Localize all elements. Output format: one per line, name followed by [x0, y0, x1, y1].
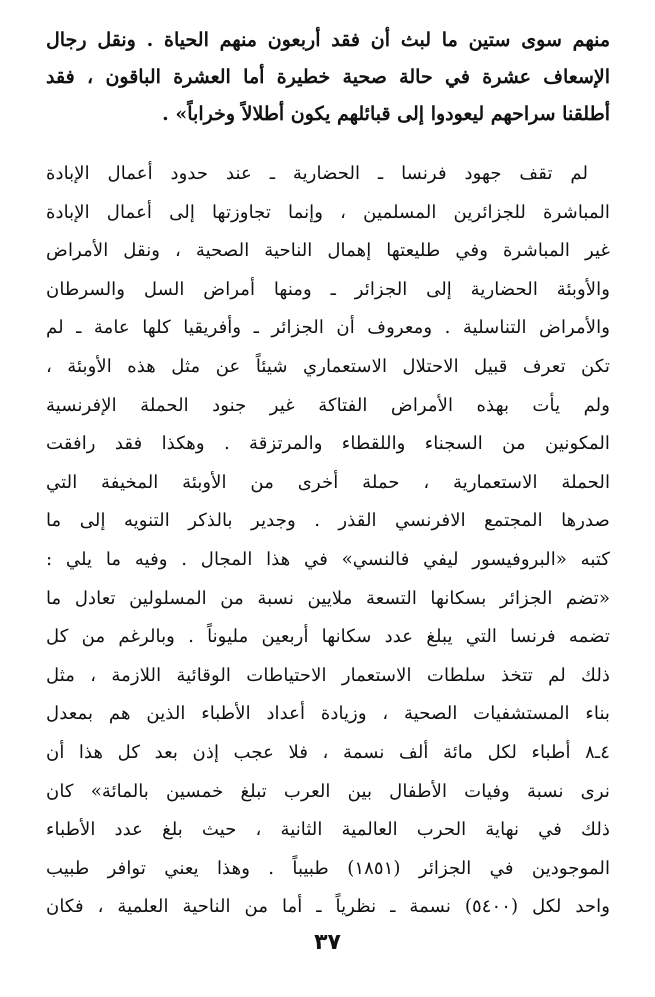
paragraph-line: غير المباشرة وفي طليعتها إهمال الناحية الصحية ، ونقل الأمراض [46, 240, 610, 262]
quote-line: أطلقنا سراحهم ليعودوا إلى قبائلهم يكون أطلالاً وخراباً» . [162, 103, 610, 125]
quote-continuation [46, 22, 610, 133]
main-paragraph [46, 155, 610, 927]
paragraph-line: والأمراض التناسلية . ومعروف أن الجزائر ـ وأفريقيا كلها عامة ـ لم [46, 317, 610, 339]
paragraph-line: ٤ـ٨ أطباء لكل مائة ألف نسمة ، فلا عجب إذن بعد كل هذا أن [46, 741, 610, 763]
paragraph-line: تضمه فرنسا التي يبلغ عدد سكانها أربعين مليوناً . وبالرغم من كل [46, 626, 610, 648]
paragraph-line: واحد لكل (٥٤٠٠) نسمة ـ نظرياً ـ أما من الناحية العلمية ، فكان [46, 896, 610, 918]
paragraph-line: لم تقف جهود فرنسا ـ الحضارية ـ عند حدود أعمال الإبادة [46, 163, 588, 184]
paragraph-line: نرى نسبة وفيات الأطفال بين العرب تبلغ خمسين بالمائة» كان [46, 780, 610, 802]
paragraph-line: «تضم الجزائر بسكانها التسعة ملايين نسبة من المسلولين تعادل ما [46, 587, 610, 609]
paragraph-line: والأوبئة الحضارية إلى الجزائر ـ ومنها أمراض السل والسرطان [46, 278, 610, 300]
paragraph-line: ولم يأت بهذه الأمراض الفتاكة غير جنود الحملة الإفرنسية [46, 394, 610, 416]
paragraph-line: كتبه «البروفيسور ليفي فالنسي» في هذا المجال . وفيه ما يلي : [46, 548, 610, 570]
paragraph-line: المباشرة للجزائرين المسلمين ، وإنما تجاوزتها إلى أعمال الإبادة [46, 201, 610, 223]
page-number: ٣٧ [314, 930, 341, 955]
quote-line: الإسعاف عشرة في حالة صحية خطيرة أما العشرة الباقون ، فقد [46, 66, 610, 88]
page-body [46, 22, 610, 972]
quote-line: منهم سوى ستين ما لبث أن فقد أربعون منهم الحياة . ونقل رجال [46, 29, 610, 51]
paragraph-line: ذلك في نهاية الحرب العالمية الثانية ، حيث بلغ عدد الأطباء [46, 819, 610, 841]
paragraph-line: المكونين من السجناء واللقطاء والمرتزقة . وهكذا فقد رافقت [46, 433, 610, 455]
paragraph-line: ذلك لم تتخذ سلطات الاستعمار الاحتياطات الوقائية اللازمة ، مثل [46, 664, 610, 686]
paragraph-line: الحملة الاستعمارية ، حملة أخرى من الأوبئة المخيفة التي [46, 471, 610, 493]
paragraph-line: تكن تعرف قبيل الاحتلال الاستعماري شيئاً عن مثل هذه الأوبئة ، [46, 355, 610, 377]
paragraph-line: الموجودين في الجزائر (١٨٥١) طبيباً . وهذا يعني توافر طبيب [46, 857, 610, 879]
paragraph-line: صدرها المجتمع الافرنسي القذر . وجدير بالذكر التنويه إلى ما [46, 510, 610, 532]
paragraph-line: بناء المستشفيات الصحية ، وزيادة أعداد الأطباء الذين هم بمعدل [46, 703, 610, 725]
